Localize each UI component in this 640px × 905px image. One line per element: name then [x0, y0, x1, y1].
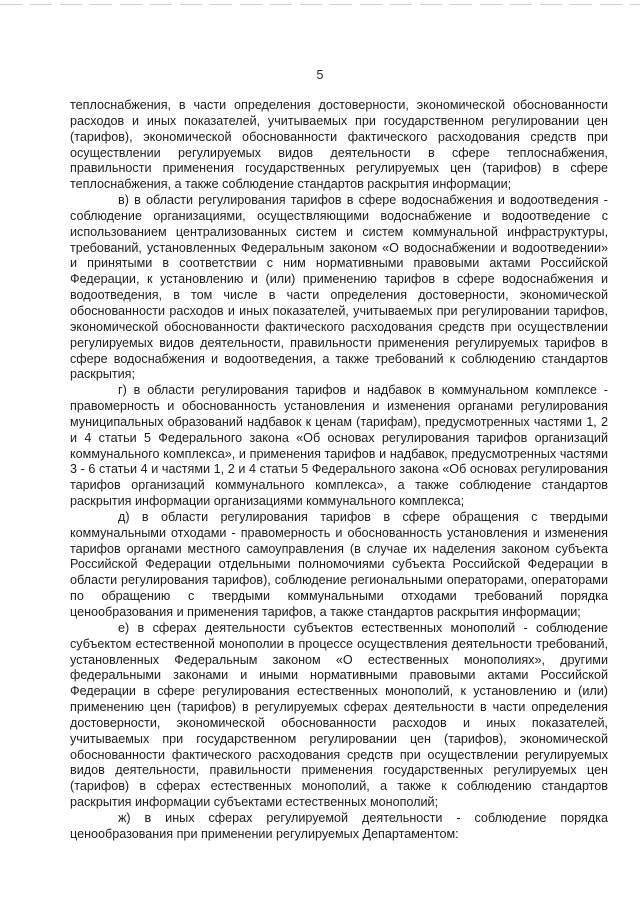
paragraph-item-g: г) в области регулирования тарифов и надбавок в коммунальном комплексе - правомерность и обоснованность установления и изменения органами регулирования муниципальных образований надбавок к ценам (тарифам), предусмотренных частями 1, 2 и 4 статьи 5 Федерального закона «Об основах регулирования тарифов организаций коммунального комплекса», и применения тарифов и надбавок, предусмотренных частями 3 - 6 статьи 4 и частями 1, 2 и 4 статьи 5 Федерального закона «Об основах регулирования тарифов организаций коммунального комплекса», а также соблюдение стандартов раскрытия информации организациями коммунального комплекса;	[70, 383, 608, 509]
paragraph-item-zh: ж) в иных сферах регулируемой деятельности - соблюдение порядка ценообразования при применении регулируемых Департаментом:	[70, 810, 608, 841]
paragraph-continuation: теплоснабжения, в части определения достоверности, экономической обоснованности расходов и иных показателей, учитываемых при государственном регулировании цен (тарифов), экономической обоснованности фактического расходования средств при осуществлении регулируемых видов деятельности в сфере теплоснабжения, правильности применения государственных регулируемых цен (тарифов) в сфере теплоснабжения, а также соблюдение стандартов раскрытия информации;	[70, 98, 608, 192]
page-number: 5	[316, 68, 324, 82]
paragraph-item-e: е) в сферах деятельности субъектов естественных монополий - соблюдение субъектом естественной монополии в процессе осуществления деятельности требований, установленных Федеральным законом «О естественных монополиях», другими федеральными законами и иными нормативными правовыми актами Российской Федерации в сфере регулирования естественных монополий, к установлению и (или) применению цен (тарифов) в регулируемых сферах деятельности в части определения достоверности, экономической обоснованности расходов и иных показателей, учитываемых при государственном регулировании цен (тарифов), экономической обоснованности фактического расходования средств при осуществлении регулируемых видов деятельности, правильности применения государственных регулируемых цен (тарифов) в сферах естественных монополий, а также к соблюдению стандартов раскрытия информации субъектами естественных монополий;	[70, 620, 608, 810]
paragraph-item-d: д) в области регулирования тарифов в сфере обращения с твердыми коммунальными отходами - правомерность и обоснованность установления и изменения тарифов органами местного самоуправления (в случае их наделения законом субъекта Российской Федерации отдельными полномочиями субъекта Российской Федерации в области регулирования тарифов), соблюдение региональными операторами, операторами по обращению с твердыми коммунальными отходами требований порядка ценообразования и применения тарифов, а также стандартов раскрытия информации;	[70, 509, 608, 619]
document-body	[70, 98, 608, 843]
scan-edge-line	[0, 4, 640, 5]
paragraph-item-v: в) в области регулирования тарифов в сфере водоснабжения и водоотведения - соблюдение организациями, осуществляющими водоснабжение и водоотведение с использованием централизованных систем и систем коммунальной инфраструктуры, требований, установленных Федеральным законом «О водоснабжении и водоотведении» и принятыми в соответствии с ним нормативными правовыми актами Российской Федерации, к установлению и (или) применению тарифов в сфере водоснабжения и водоотведения, в том числе в части определения достоверности, экономической обоснованности расходов и иных показателей, учитываемых при регулировании тарифов, экономической обоснованности фактического расходования средств при осуществлении регулируемых видов деятельности, правильности применения регулируемых тарифов в сфере водоснабжения и водоотведения, а также требований к соблюдению стандартов раскрытия;	[70, 193, 608, 382]
